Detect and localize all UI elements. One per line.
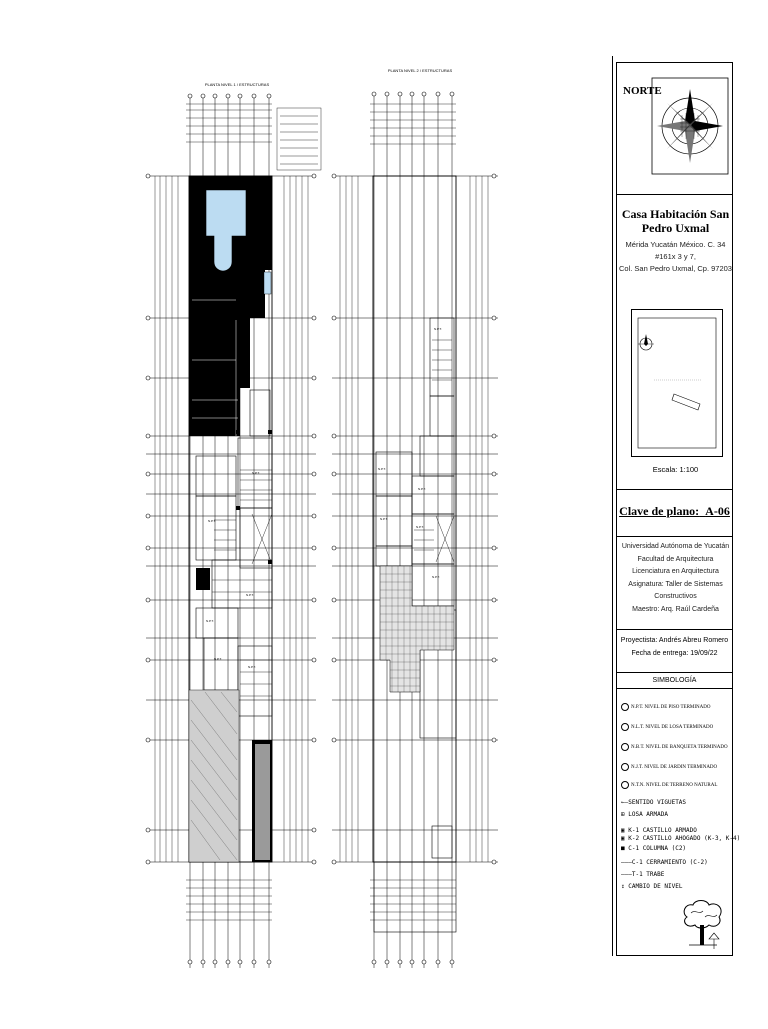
plan-key-label: Clave de plano: [619, 504, 700, 518]
legend-cambio [621, 883, 682, 890]
left-floor-plan [146, 94, 321, 968]
title-block [616, 62, 741, 956]
slab-grid-icon: ⊞ [621, 811, 625, 818]
location-key-plan [631, 309, 723, 457]
svg-text:N.P.T.: N.P.T. [380, 517, 388, 521]
legend-viguetas-text: SENTIDO VIGUETAS [628, 799, 687, 806]
north-label: NORTE [623, 85, 662, 97]
legend-nlt [621, 723, 713, 731]
legend-ntn [621, 781, 717, 789]
svg-text:N.P.T.: N.P.T. [416, 525, 424, 529]
legend-nbt-text: N.B.T. NIVEL DE BANQUETA TERMINADO [631, 745, 728, 751]
svg-text:N.P.T.: N.P.T. [208, 519, 216, 523]
degree-name: Licenciatura en Arquitectura [632, 568, 719, 575]
svg-text:N.P.T.: N.P.T. [206, 619, 214, 623]
project-address [619, 239, 732, 275]
legend-losa-text: LOSA ARMADA [628, 811, 668, 818]
legend-nbt [621, 743, 728, 751]
plan-scale: Escala: 1:100 [652, 465, 699, 474]
plan-key [617, 504, 732, 519]
legend-njt [621, 763, 717, 771]
legend-k2 [621, 835, 740, 842]
svg-text:N.P.T.: N.P.T. [248, 665, 256, 669]
author-box [617, 629, 732, 673]
plan-key-box [617, 489, 732, 537]
svg-text:N.P.T.: N.P.T. [378, 467, 386, 471]
svg-text:N.P.T.: N.P.T. [214, 657, 222, 661]
svg-text:N.P.T.: N.P.T. [432, 575, 440, 579]
plan-key-value: A-06 [705, 504, 730, 518]
level-marker-icon [621, 723, 629, 731]
project-title: Casa Habitación San Pedro Uxmal [621, 207, 730, 235]
legend-c1 [621, 845, 686, 852]
delivery-date: Fecha de entrega: 19/09/22 [631, 650, 718, 657]
svg-text:N.P.T.: N.P.T. [246, 593, 254, 597]
legend-t1-text: T-1 TRABE [631, 871, 665, 878]
right-floor-plan [332, 92, 498, 968]
legend-cambio-text: CAMBIO DE NIVEL [628, 883, 683, 890]
level-marker-icon [621, 781, 629, 789]
legend-ntn-text: N.T.N. NIVEL DE TERRENO NATURAL [631, 783, 718, 789]
north-box [617, 63, 732, 195]
legend-k2-text: K-2 CASTILLO AHOGADO (K-3, K-4) [628, 835, 741, 842]
legend-cd: ———C-1 CERRAMIENTO (C-2) [621, 859, 708, 866]
address-line-2: Col. San Pedro Uxmal, Cp. 97203 [619, 264, 732, 273]
legend-losa [621, 811, 668, 818]
level-change-icon: ↧ [621, 883, 625, 890]
legend-cd-text: C-1 CERRAMIENTO (C-2) [631, 859, 708, 866]
legend-npt [621, 703, 711, 711]
level-marker-icon [621, 703, 629, 711]
column-icon: ■ [621, 845, 625, 852]
symbology-header: SIMBOLOGÍA [617, 673, 732, 689]
subject-name: Asignatura: Taller de Sistemas Constructivos [628, 580, 723, 600]
castillo-ahogado-icon: ▣ [621, 835, 625, 842]
university-name: Universidad Autónoma de Yucatán [621, 543, 730, 550]
legend-t1: ———T-1 TRABE [621, 871, 665, 878]
level-marker-icon [621, 743, 629, 751]
legend-k1-text: K-1 CASTILLO ARMADO [628, 827, 697, 834]
compass-rose-icon [651, 77, 729, 175]
address-line-1: Mérida Yucatán México. C. 34 #161x 3 y 7, [625, 240, 726, 261]
faculty-name: Facultad de Arquitectura [637, 555, 714, 563]
designer-name: Proyectista: Andrés Abreu Romero [620, 637, 729, 644]
right-plan-title: PLANTA NIVEL 2 / ESTRUCTURAS [387, 68, 453, 73]
left-plan-title: PLANTA NIVEL 1 / ESTRUCTURAS [204, 82, 270, 87]
tree-illustration-icon [679, 899, 727, 953]
legend-nlt-text: N.L.T. NIVEL DE LOSA TERMINADO [631, 725, 714, 731]
svg-text:N.P.T.: N.P.T. [252, 471, 260, 475]
academic-info [619, 541, 732, 616]
teacher-name: Maestro: Arq. Raúl Cardeña [632, 605, 719, 613]
legend-c1-text: C-1 COLUMNA (C2) [628, 845, 687, 852]
svg-text:N.P.T.: N.P.T. [434, 327, 442, 331]
legend-njt-text: N.J.T. NIVEL DE JARDIN TERMINADO [631, 765, 718, 771]
svg-text:N.P.T.: N.P.T. [418, 487, 426, 491]
legend-npt-text: N.P.T. NIVEL DE PISO TERMINADO [631, 705, 711, 711]
castillo-icon: ▣ [621, 827, 625, 834]
legend-viguetas: ←—SENTIDO VIGUETAS [621, 799, 687, 806]
legend-k1 [621, 827, 697, 834]
level-marker-icon [621, 763, 629, 771]
